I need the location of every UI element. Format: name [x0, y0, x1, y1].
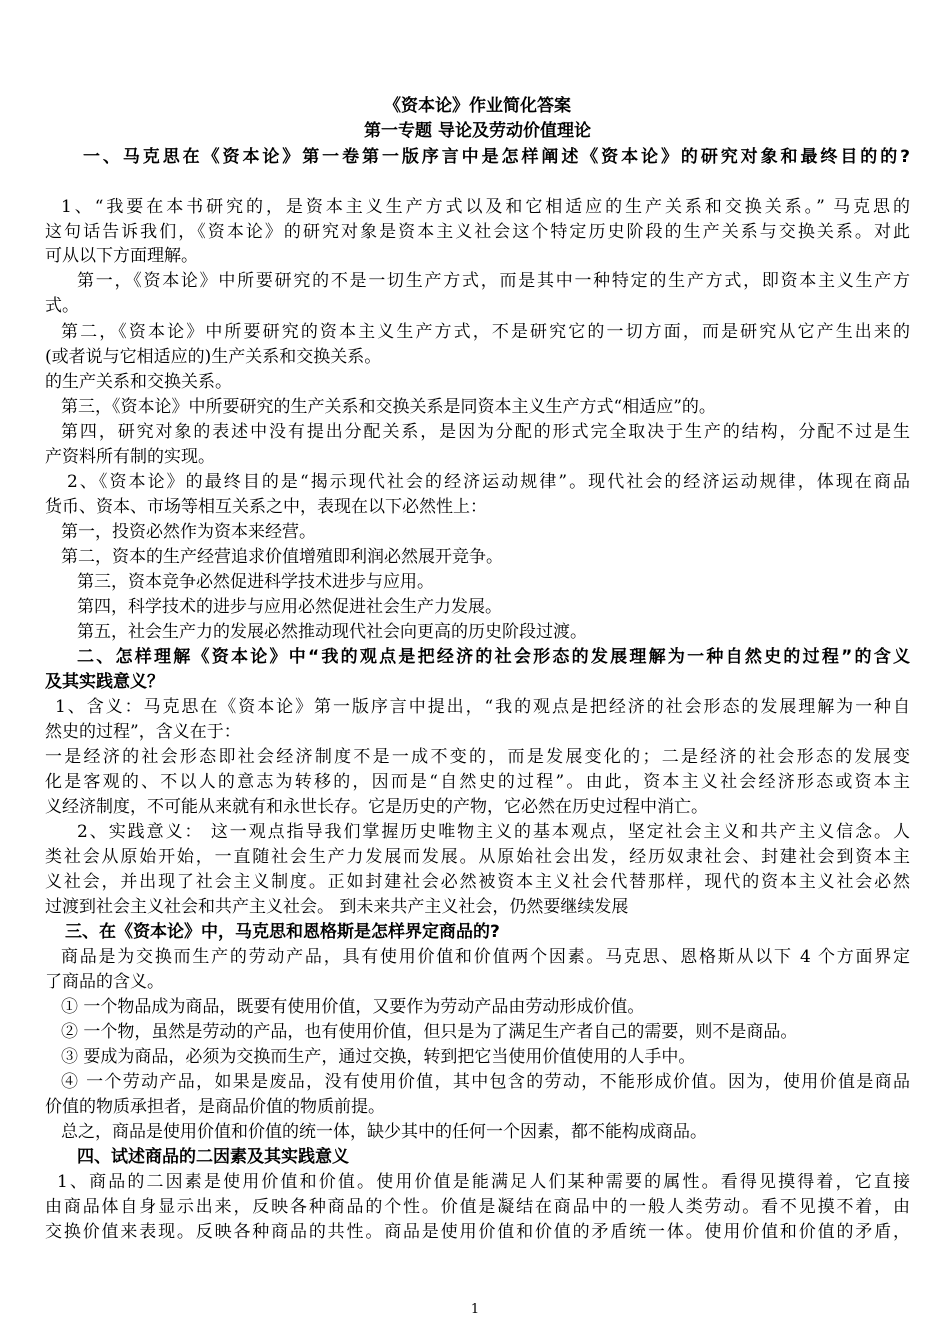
paragraph-line: 类社会从原始开始，一直随社会生产力发展而发展。从原始社会出发，经历奴隶社会、封建社会到资本主 — [45, 847, 910, 867]
list-item: ④ 一个劳动产品，如果是废品，没有使用价值，其中包含的劳动，不能形成价值。因为，使用价值是商品 — [61, 1072, 910, 1092]
paragraph-line: 交换价值来表现。反映各种商品的共性。商品是使用价值和价值的矛盾统一体。使用价值和价值的矛盾， — [45, 1222, 910, 1242]
paragraph-line: 1、“我要在本书研究的，是资本主义生产方式以及和它相适应的生产关系和交换关系。” 马克思的 — [61, 197, 910, 217]
paragraph-line: 产资料所有制的实现。 — [45, 447, 215, 467]
paragraph-line: 第二，资本的生产经营追求价值增殖即利润必然展开竞争。 — [61, 547, 503, 567]
paragraph-line: 价值的物质承担者，是商品价值的物质前提。 — [45, 1097, 385, 1117]
paragraph-line: 总之，商品是使用价值和价值的统一体，缺少其中的任何一个因素，都不能构成商品。 — [61, 1122, 707, 1142]
paragraph-line: 2、《资本论》的最终目的是“揭示现代社会的经济运动规律”。现代社会的经济运动规律，体现在商品 — [67, 472, 910, 492]
paragraph-line: 的生产关系和交换关系。 — [45, 372, 232, 392]
paragraph-line: 过渡到社会主义社会和共产主义社会。 到未来共产主义社会，仍然要继续发展 — [45, 897, 629, 917]
paragraph-line: 第一，投资必然作为资本来经营。 — [61, 522, 316, 542]
question-heading-4: 四、试述商品的二因素及其实践意义 — [77, 1147, 349, 1167]
question-heading-2-cont: 及其实践意义？ — [45, 672, 164, 692]
paragraph-line: 然史的过程”，含义在于： — [45, 722, 241, 742]
paragraph-line: 商品是为交换而生产的劳动产品，具有使用价值和价值两个因素。马克思、恩格斯从以下 4 个方面界定 — [61, 947, 910, 967]
paragraph-line: 第一，《资本论》中所要研究的不是一切生产方式，而是其中一种特定的生产方式，即资本主义生产方 — [77, 271, 910, 291]
list-item: ① 一个物品成为商品，既要有使用价值，又要作为劳动产品由劳动形成价值。 — [61, 997, 645, 1017]
question-heading-1: 一、马克思在《资本论》第一卷第一版序言中是怎样阐述《资本论》的研究对象和最终目的的? — [83, 147, 910, 167]
paragraph-line: 式。 — [45, 296, 79, 316]
list-item: ② 一个物，虽然是劳动的产品，也有使用价值，但只是为了满足生产者自己的需要，则不是商品。 — [61, 1022, 798, 1042]
page-number: 1 — [470, 1302, 480, 1317]
paragraph-line: (或者说与它相适应的)生产关系和交换关系。 — [45, 347, 382, 367]
list-item: ③ 要成为商品，必须为交换而生产，通过交换，转到把它当使用价值使用的人手中。 — [61, 1047, 696, 1067]
document-title: 《资本论》作业简化答案 — [384, 96, 571, 116]
paragraph-line: 第五，社会生产力的发展必然推动现代社会向更高的历史阶段过渡。 — [77, 622, 587, 642]
paragraph-line: 第三，资本竞争必然促进科学技术进步与应用。 — [77, 572, 434, 592]
paragraph-line: 义社会，并出现了社会主义制度。正如封建社会必然被资本主义社会代替那样，现代的资本主义社会必然 — [45, 872, 910, 892]
paragraph-line: 2、实践意义： 这一观点指导我们掌握历史唯物主义的基本观点，坚定社会主义和共产主义信念。人 — [77, 822, 910, 842]
paragraph-line: 由商品体自身显示出来，反映各种商品的个性。价值是凝结在商品中的一般人类劳动。看不见摸不着，由 — [45, 1197, 910, 1217]
paragraph-line: 第四，研究对象的表述中没有提出分配关系，是因为分配的形式完全取决于生产的结构，分配不过是生 — [61, 422, 910, 442]
paragraph-line: 第二，《资本论》中所要研究的资本主义生产方式，不是研究它的一切方面，而是研究从它产生出来的 — [61, 322, 910, 342]
question-heading-3: 三、在《资本论》中，马克思和恩格斯是怎样界定商品的? — [65, 922, 500, 942]
paragraph-line: 第四，科学技术的进步与应用必然促进社会生产力发展。 — [77, 597, 502, 617]
section-subtitle: 第一专题 导论及劳动价值理论 — [364, 121, 591, 141]
paragraph-line: 这句话告诉我们，《资本论》的研究对象是资本主义社会这个特定历史阶段的生产关系与交换关系。对此 — [45, 222, 910, 242]
question-heading-2: 二、怎样理解《资本论》中“我的观点是把经济的社会形态的发展理解为一种自然史的过程”的含义 — [77, 647, 910, 667]
paragraph-line: 1、含义：马克思在《资本论》第一版序言中提出，“我的观点是把经济的社会形态的发展理解为一种自 — [55, 697, 910, 717]
paragraph-line: 可从以下方面理解。 — [45, 246, 198, 266]
paragraph-line: 了商品的含义。 — [45, 972, 164, 992]
paragraph-line: 义经济制度，不可能从来就有和永世长存。它是历史的产物，它必然在历史过程中消亡。 — [45, 797, 708, 817]
paragraph-line: 货币、资本、市场等相互关系之中，表现在以下必然性上： — [45, 497, 487, 517]
paragraph-line: 化是客观的、不以人的意志为转移的，因而是“自然史的过程”。由此，资本主义社会经济形态或资本主 — [45, 772, 910, 792]
paragraph-line: 第三，《资本论》中所要研究的生产关系和交换关系是同资本主义生产方式“相适应”的。 — [61, 397, 716, 417]
paragraph-line: 1、商品的二因素是使用价值和价值。使用价值是能满足人们某种需要的属性。看得见摸得着，它直接 — [57, 1172, 910, 1192]
paragraph-line: 一是经济的社会形态即社会经济制度不是一成不变的，而是发展变化的；二是经济的社会形态的发展变 — [45, 747, 910, 767]
